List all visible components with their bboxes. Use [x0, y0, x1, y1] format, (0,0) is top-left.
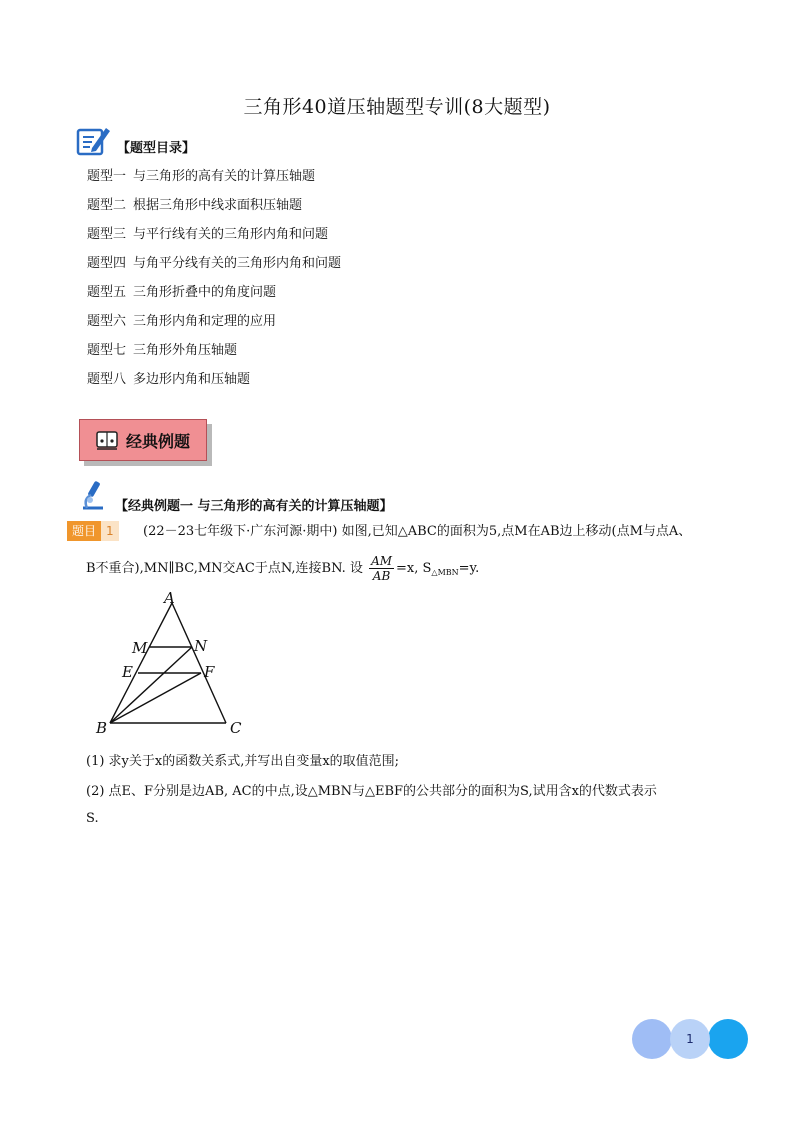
toc-item[interactable]: 题型八 多边形内角和压轴题	[87, 372, 251, 387]
segment-ac	[172, 603, 226, 723]
question-tag	[67, 521, 119, 541]
book-icon	[96, 430, 118, 450]
segment-ab	[110, 603, 172, 723]
question-tag-label: 题目	[67, 521, 101, 541]
label-b: B	[96, 719, 108, 737]
page-dot-right	[708, 1019, 748, 1059]
triangle-figure	[90, 585, 260, 740]
classic-examples-badge	[79, 419, 207, 461]
label-e: E	[122, 663, 133, 681]
label-c: C	[230, 719, 242, 737]
badge-label: 经典例题	[126, 431, 191, 451]
question-part-2: (2) 点E、F分别是边AB, AC的中点,设△MBN与△EBF的公共部分的面积为S,试用含x的代数式表示	[86, 784, 657, 799]
edit-document-icon	[76, 124, 112, 156]
question-tag-number: 1	[101, 521, 119, 541]
microscope-icon	[77, 479, 109, 511]
page-title: 三角形40道压轴题型专训(8大题型)	[243, 96, 551, 118]
page-indicator	[632, 1018, 750, 1060]
toc-item[interactable]: 题型四 与角平分线有关的三角形内角和问题	[87, 256, 342, 271]
page-dot-left	[632, 1019, 672, 1059]
question-part-2-cont: S.	[86, 811, 99, 826]
label-f: F	[204, 663, 215, 681]
toc-item[interactable]: 题型二 根据三角形中线求面积压轴题	[87, 198, 303, 213]
toc-item[interactable]: 题型一 与三角形的高有关的计算压轴题	[87, 169, 316, 184]
toc-list	[87, 167, 341, 399]
fraction-am-ab: $\frac{AM}{AB}$	[371, 554, 393, 583]
toc-item[interactable]: 题型五 三角形折叠中的角度问题	[87, 285, 277, 300]
label-n: N	[194, 637, 208, 655]
question-line-2: B不重合),MN∥BC,MN交AC于点N,连接BN. 设 $\frac{AM}{AB}$ =x, $S_{\triangle MBN}=y$.	[86, 554, 480, 583]
page-number: 1	[670, 1019, 710, 1059]
toc-item[interactable]: 题型六 三角形内角和定理的应用	[87, 314, 277, 329]
label-a: A	[164, 589, 175, 607]
toc-heading: 【题型目录】	[117, 141, 196, 156]
toc-item[interactable]: 题型七 三角形外角压轴题	[87, 343, 238, 358]
question-part-1: (1) 求y关于x的函数关系式,并写出自变量x的取值范围;	[86, 754, 400, 769]
question-line-1: (22－23七年级下·广东河源·期中) 如图,已知△ABC的面积为5,点M在AB边上移动(点M与点A、	[143, 524, 692, 539]
label-m: M	[132, 639, 148, 657]
example-heading: 【经典例题一 与三角形的高有关的计算压轴题】	[115, 499, 393, 514]
toc-item[interactable]: 题型三 与平行线有关的三角形内角和问题	[87, 227, 329, 242]
